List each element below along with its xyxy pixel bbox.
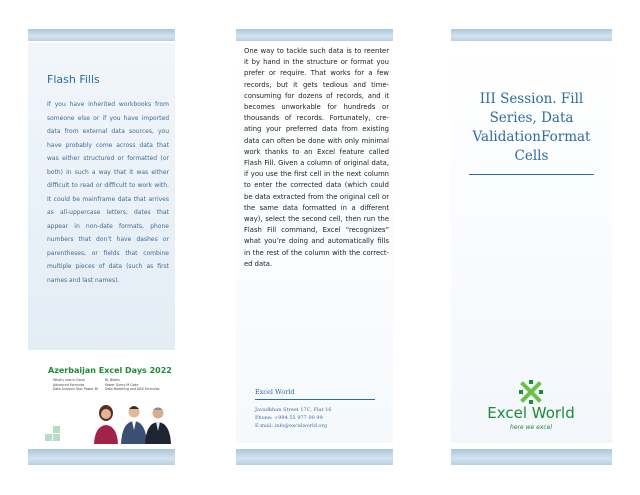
top-band-left: [28, 29, 175, 41]
contact-title: Excel World: [255, 388, 295, 396]
contact-address: Javadkhan Street 17C, Flat 16: [255, 407, 332, 413]
promo-title: Azerbaijan Excel Days 2022: [48, 366, 172, 375]
contact-block: [255, 388, 375, 438]
flash-fill-body: One way to tackle such data is to reenter it by hand in the structure or format you prefer or require. That works for a few records, but it gets tedious and time-consuming for dozens of records, and it becomes unworkable for hundreds or thousands of records. Fortunately, cre-ating your preferred data from existing data can often be done with only minimal work thanks to an Excel feature called Flash Fill. Given a column of original data, if you use the first cell in the next column to enter the corrected data (which could be data extracted from the original cell or the same data formatted in a different way), select the second cell, then run the Flash Fill command, Excel “recognizes” what you’re doing and automatically fills in the rest of the column with the correct-ed data.: [244, 47, 389, 268]
decor-square: [53, 434, 60, 441]
promo-topic: Power Query M Code: [105, 382, 139, 387]
decor-square: [53, 426, 60, 433]
logo-name: Excel World: [487, 404, 575, 422]
top-band-right: [451, 29, 612, 41]
promo-topic: BI, Bibles: [105, 378, 120, 382]
promo-topic: Data Modelling and DAX Formulas: [105, 387, 160, 392]
bottom-band-right: [451, 449, 612, 465]
promo-topic: Data Analysis Tool: Power BI: [53, 387, 98, 392]
session-title-line: III Session. Fill: [479, 91, 584, 107]
flash-fill-text-panel: [236, 43, 393, 443]
session-title-line: Series, Data: [489, 110, 574, 126]
flash-fills-panel: [28, 43, 175, 350]
top-band-middle: [236, 29, 393, 41]
excel-world-logo: [471, 380, 591, 440]
contact-divider: [255, 399, 375, 400]
title-divider: [469, 174, 594, 175]
contact-email: E-mail: info@excelworld.org: [255, 423, 328, 429]
promo-topics-right: [105, 378, 159, 392]
session-title-line: ValidationFormat: [472, 129, 591, 145]
contact-phone: Phone: +994 55 977 00 99: [255, 415, 323, 421]
speakers-photo: [92, 400, 172, 444]
session-title: [451, 90, 612, 166]
promo-topic: What's new in Excel: [53, 378, 85, 382]
promo-banner: [45, 360, 175, 444]
bottom-band-middle: [236, 449, 393, 465]
promo-topic: Advanced Formulas: [53, 382, 85, 387]
flash-fills-heading: Flash Fills: [47, 73, 100, 86]
promo-topics-left: [53, 378, 98, 392]
logo-tagline: here we excel: [510, 424, 552, 431]
session-title-line: Cells: [514, 148, 549, 164]
decor-square: [45, 434, 52, 441]
logo-mark-icon: [519, 380, 543, 404]
flash-fills-body: If you have inherited workbooks from someone else or if you have imported data from external data sources, you have probably come across data that was either structured or formatted (or both) in such a way that it was either difficult to read or difficult to work with. It could be mainframe data that arrives as all-uppercase letters, dates that appear in non-date formats, phone numbers that don’t have dashes or parentheses, or fields that combine multiple pieces of data (such as first names and last names).: [47, 101, 169, 284]
bottom-band-left: [28, 449, 175, 465]
